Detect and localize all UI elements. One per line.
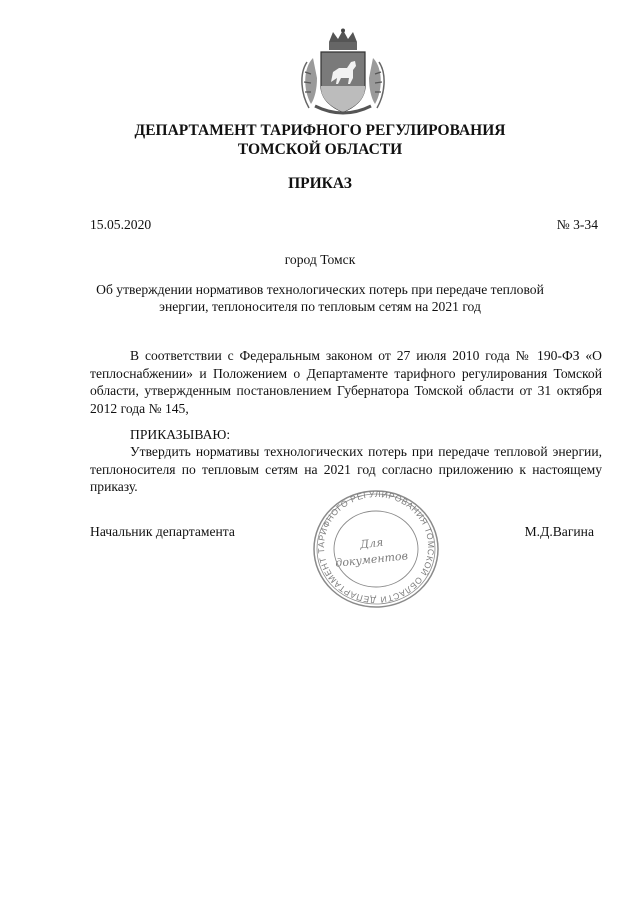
- tomsk-coat-of-arms-icon: [295, 28, 391, 116]
- department-stamp: [310, 487, 442, 611]
- order-number: № 3-34: [556, 217, 598, 232]
- stamp-center-line1: Для: [359, 535, 384, 552]
- subject-line1: Об утверждении нормативов технологических потерь при передаче тепловой: [96, 282, 544, 297]
- signatory-name: М.Д.Вагина: [524, 524, 594, 539]
- department-title-line1: ДЕПАРТАМЕНТ ТАРИФНОГО РЕГУЛИРОВАНИЯ: [134, 122, 506, 139]
- signatory-position: Начальник департамента: [90, 524, 235, 539]
- order-date: 15.05.2020: [90, 217, 152, 232]
- document-type: ПРИКАЗ: [288, 175, 352, 192]
- preamble-paragraph: В соответствии с Федеральным законом от 27 июля 2010 года № 190-ФЗ «О теплоснабжении» и Положением о Департаменте тарифного регулирования Томской области, утвержденным постановлением Губернатора Томской области от 31 октября 2012 года № 145,: [90, 348, 602, 416]
- stamp-ring-text: ДЕПАРТАМЕНТ ТАРИФНОГО РЕГУЛИРОВАНИЯ ТОМСКОЙ ОБЛАСТИ: [315, 488, 437, 606]
- stamp-center-line2: документов: [334, 549, 409, 570]
- department-title-line2: ТОМСКОЙ ОБЛАСТИ: [237, 141, 403, 158]
- subject-line2: энергии, теплоносителя по тепловым сетям на 2021 год: [159, 299, 481, 314]
- city: город Томск: [284, 252, 356, 267]
- order-word: ПРИКАЗЫВАЮ:: [130, 427, 231, 442]
- order-paragraph: Утвердить нормативы технологических потерь при передаче тепловой энергии, теплоносителя по тепловым сетям на 2021 год согласно приложению к настоящему приказу.: [90, 444, 602, 494]
